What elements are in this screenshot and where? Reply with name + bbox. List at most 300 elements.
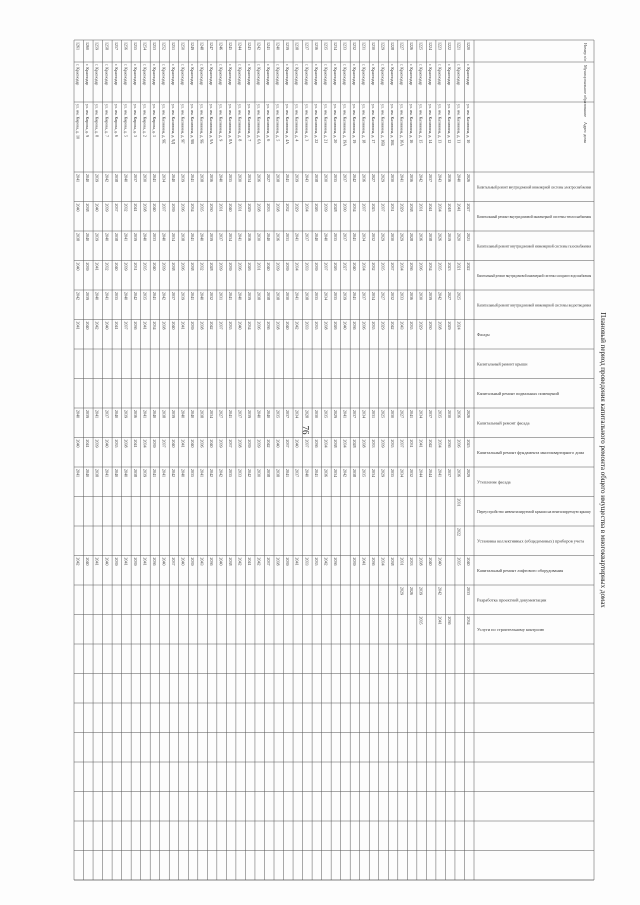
cell-year: 2038 [428, 233, 434, 241]
cell-year: 2036 [256, 174, 262, 182]
cell-address: ул. им. Калинина, д. 4А [285, 104, 291, 145]
cell-year: 2041 [123, 233, 129, 241]
cell-year: 2042 [94, 321, 100, 330]
cell-year: 2036 [132, 410, 138, 418]
cell-year: 2042 [294, 321, 300, 330]
cell-year: 2040 [75, 262, 81, 271]
cell-year: 2036 [447, 616, 453, 625]
cell-year: 2042 [161, 292, 167, 300]
cell-address: ул. им. Калинина, д. 10 [466, 104, 472, 144]
cell-year: 2037 [228, 439, 234, 448]
cell-year: 2039 [180, 174, 186, 182]
cell-year: 2021 [466, 233, 472, 241]
cell-year: 2034 [304, 203, 310, 212]
cell-municipality: г. Краснодар [161, 64, 167, 86]
cell-year: 2040 [104, 557, 110, 566]
cell-address: ул. им. Калинина, д. 20 [332, 104, 338, 144]
cell-year: 2032 [209, 292, 214, 300]
rotated-table-container [70, 40, 610, 880]
cell-num: 1227 [399, 42, 405, 50]
cell-year: 2038 [304, 292, 310, 300]
cell-year: 2036 [247, 233, 253, 241]
cell-year: 2041 [418, 439, 424, 448]
cell-address: ул. им. Кирова, д. 1 [151, 104, 157, 137]
cell-address: ул. им. Кирова, д. 2 [142, 104, 148, 137]
cell-year: 2037 [123, 321, 129, 330]
cell-municipality: г. Краснодар [123, 64, 129, 86]
cell-year: 2042 [209, 469, 214, 477]
cell-year: 2036 [199, 439, 205, 448]
cell-year: 2034 [323, 292, 329, 300]
cell-municipality: г. Краснодар [85, 64, 91, 86]
cell-year: 2040 [85, 321, 91, 330]
cell-year: 2035 [361, 469, 367, 477]
cell-municipality: г. Краснодар [237, 64, 243, 86]
cell-year: 2032 [123, 203, 129, 212]
header-work-0: Капитальный ремонт внутридомовой инженерной системы электроснабжения [477, 184, 592, 190]
cell-year: 2035 [313, 321, 319, 330]
cell-year: 2041 [104, 292, 110, 300]
cell-year: 2036 [151, 557, 157, 566]
cell-year: 2029 [294, 203, 300, 212]
cell-address: ул. им. Кирова, д. 9 [85, 104, 91, 137]
cell-num: 1246 [218, 42, 224, 50]
cell-year: 2035 [142, 292, 148, 300]
cell-municipality: г. Краснодар [313, 64, 319, 86]
cell-year: 2036 [361, 174, 367, 182]
cell-year: 2040 [237, 321, 243, 330]
cell-year: 2027 [466, 203, 472, 212]
cell-address: ул. им. Калинина, д. 9Д [170, 104, 176, 145]
cell-year: 2035 [380, 262, 386, 271]
cell-year: 2038 [113, 233, 119, 241]
cell-year: 2036 [409, 174, 414, 182]
cell-year: 2038 [199, 321, 205, 330]
cell-year: 2040 [123, 174, 129, 182]
header-work-14: Разработка проектной документации [477, 597, 548, 603]
cell-year: 2041 [94, 410, 100, 418]
cell-year: 2033 [237, 469, 243, 477]
cell-year: 2034 [247, 321, 253, 330]
cell-address: ул. им. Калинина, д. 9А [209, 104, 214, 145]
cell-address: ул. им. Калинина, д. 15 [418, 104, 424, 144]
cell-year: 2040 [104, 439, 110, 448]
cell-year: 2041 [132, 203, 138, 212]
cell-year: 2041 [294, 233, 300, 241]
cell-year: 2033 [151, 233, 157, 241]
cell-year: 2037 [285, 410, 291, 418]
cell-year: 2039 [104, 203, 110, 212]
cell-address: ул. им. Кирова, д. 10 [75, 104, 81, 139]
cell-address: ул. им. Кирова, д. 3 [132, 104, 138, 137]
cell-year: 2041 [151, 469, 157, 477]
cell-year: 2038 [256, 292, 262, 300]
cell-year: 2042 [323, 557, 329, 566]
cell-address: ул. им. Калинина, д. 9 [218, 104, 224, 142]
cell-year: 2042 [170, 469, 176, 477]
cell-year: 2035 [437, 262, 443, 271]
cell-year: 2032 [104, 262, 110, 271]
cell-year: 2036 [180, 262, 186, 271]
cell-num: 1242 [256, 42, 262, 50]
cell-year: 2033 [266, 203, 272, 212]
cell-year: 2023 [447, 262, 453, 271]
cell-year: 2034 [332, 469, 338, 477]
header-municipality: Муниципальное образование [583, 65, 588, 118]
cell-year: 2042 [428, 439, 434, 448]
cell-year: 2027 [380, 292, 386, 300]
cell-year: 2040 [151, 410, 157, 418]
cell-year: 2039 [323, 203, 329, 212]
cell-address: ул. им. Калинина, д. 16Б [389, 104, 395, 146]
cell-year: 2040 [123, 469, 129, 477]
cell-year: 2039 [209, 233, 214, 241]
cell-year: 2041 [85, 439, 91, 448]
cell-year: 2040 [275, 439, 281, 448]
cell-num: 1244 [237, 42, 243, 50]
cell-address: ул. им. Калинина, д. 17 [370, 104, 376, 144]
cell-year: 2035 [332, 233, 338, 241]
cell-year: 2032 [409, 469, 414, 477]
cell-address: ул. им. Калинина, д. 16В [380, 104, 386, 146]
cell-year: 2041 [94, 557, 100, 566]
cell-year: 2039 [428, 292, 434, 300]
cell-address: ул. им. Калинина, д. 19 [351, 104, 357, 144]
cell-num: 1220 [466, 42, 472, 50]
header-work-4: Капитальный ремонт внутридомовой инженерной системы водоотведения [477, 302, 592, 308]
cell-year: 2022 [456, 528, 462, 536]
cell-year: 2040 [170, 174, 176, 182]
cell-municipality: г. Краснодар [342, 64, 348, 86]
cell-address: ул. им. Калинина, д. 16А [399, 104, 405, 147]
cell-address: ул. им. Калинина, д. 11 [456, 104, 462, 144]
cell-municipality: г. Краснодар [209, 64, 214, 86]
cell-year: 2034 [370, 469, 376, 477]
cell-year: 2025 [466, 439, 472, 448]
cell-year: 2040 [85, 469, 91, 477]
cell-year: 2041 [285, 174, 291, 182]
cell-year: 2038 [332, 439, 338, 448]
cell-year: 2040 [256, 410, 262, 418]
cell-year: 2029 [418, 321, 424, 330]
cell-year: 2043 [199, 557, 205, 566]
cell-year: 2040 [428, 557, 434, 566]
cell-year: 2031 [399, 557, 405, 566]
cell-year: 2042 [209, 321, 214, 330]
cell-year: 2038 [266, 469, 272, 477]
cell-num: 1253 [151, 42, 157, 50]
cell-year: 2038 [323, 321, 329, 330]
page-number: 76 [300, 425, 311, 435]
cell-year: 2034 [228, 233, 234, 241]
cell-year: 2032 [285, 203, 291, 212]
cell-year: 2035 [332, 292, 338, 300]
cell-num: 1229 [380, 42, 386, 50]
cell-year: 2041 [132, 439, 138, 448]
cell-year: 2034 [380, 557, 386, 566]
cell-address: ул. им. Калинина, д. 9Е [161, 104, 167, 144]
cell-year: 2030 [142, 174, 148, 182]
cell-num: 1231 [361, 42, 367, 50]
cell-year: 2042 [389, 321, 395, 330]
cell-year: 2040 [94, 203, 100, 212]
cell-year: 2040 [161, 557, 167, 566]
cell-year: 2030 [389, 174, 395, 182]
cell-year: 2041 [104, 469, 110, 477]
cell-num: 1236 [313, 42, 319, 50]
cell-year: 2040 [304, 469, 310, 477]
cell-year: 2040 [113, 410, 119, 418]
cell-year: 2037 [447, 469, 453, 477]
cell-num: 1228 [389, 42, 395, 50]
cell-year: 2041 [285, 469, 291, 477]
header-work-7: Капитальный ремонт подвальных помещений [477, 390, 560, 396]
cell-year: 2036 [409, 292, 414, 300]
cell-municipality: г. Краснодар [199, 64, 205, 86]
cell-year: 2038 [437, 321, 443, 330]
cell-address: ул. им. Калинина, д. 4 [294, 104, 300, 142]
cell-year: 2041 [294, 292, 300, 300]
cell-year: 2038 [199, 174, 205, 182]
cell-year: 2031 [132, 262, 138, 271]
cell-year: 2041 [113, 321, 119, 330]
cell-num: 1240 [275, 42, 281, 50]
cell-num: 1233 [342, 42, 348, 50]
cell-year: 2036 [323, 469, 329, 477]
cell-address: ул. им. Калинина, д. 16 [409, 104, 414, 144]
cell-year: 2042 [342, 469, 348, 477]
cell-year: 2038 [228, 557, 234, 566]
cell-year: 2035 [332, 174, 338, 182]
cell-municipality: г. Краснодар [142, 64, 148, 86]
cell-year: 2042 [266, 439, 272, 448]
cell-year: 2039 [123, 410, 129, 418]
cell-year: 2037 [170, 292, 176, 300]
cell-year: 2034 [466, 616, 472, 625]
cell-year: 2038 [256, 203, 262, 212]
cell-municipality: г. Краснодар [180, 64, 186, 86]
cell-year: 2040 [342, 321, 348, 330]
cell-year: 2040 [266, 410, 272, 418]
cell-year: 2038 [113, 174, 119, 182]
cell-year: 2040 [218, 174, 224, 182]
cell-year: 2039 [132, 557, 138, 566]
cell-year: 2033 [304, 321, 310, 330]
cell-year: 2030 [447, 410, 453, 418]
cell-year: 2038 [170, 262, 176, 271]
cell-year: 2038 [161, 321, 167, 330]
cell-year: 2039 [218, 439, 224, 448]
cell-year: 2040 [85, 233, 91, 241]
cell-year: 2040 [170, 321, 176, 330]
cell-year: 2035 [199, 203, 205, 212]
cell-year: 2041 [351, 233, 357, 241]
cell-year: 2041 [437, 469, 443, 477]
cell-year: 2034 [437, 203, 443, 212]
cell-year: 2031 [256, 262, 262, 271]
cell-year: 2038 [161, 410, 167, 418]
cell-year: 2044 [418, 469, 424, 477]
cell-year: 2042 [351, 174, 357, 182]
cell-year: 2036 [456, 439, 462, 448]
cell-year: 2037 [113, 203, 119, 212]
cell-year: 2039 [132, 233, 138, 241]
cell-year: 2041 [342, 410, 348, 418]
cell-address: ул. им. Калинина, д. 9Б [199, 104, 205, 144]
cell-year: 2034 [170, 233, 176, 241]
cell-municipality: г. Краснодар [275, 64, 281, 86]
cell-year: 2039 [123, 262, 129, 271]
cell-year: 2030 [389, 410, 395, 418]
cell-year: 2030 [256, 233, 262, 241]
cell-year: 2036 [418, 233, 424, 241]
cell-year: 2041 [361, 557, 367, 566]
cell-year: 2031 [285, 233, 291, 241]
cell-year: 2034 [142, 439, 148, 448]
cell-year: 2037 [218, 321, 224, 330]
cell-year: 2031 [456, 498, 462, 507]
cell-year: 2032 [199, 262, 205, 271]
cell-year: 2033 [466, 587, 472, 595]
cell-year: 2041 [428, 203, 434, 212]
cell-year: 2040 [104, 321, 110, 330]
cell-year: 2037 [428, 410, 434, 418]
cell-municipality: г. Краснодар [266, 64, 272, 86]
cell-address: ул. им. Калинина, д. 22 [313, 104, 319, 144]
cell-year: 2037 [266, 557, 272, 566]
cell-year: 2028 [304, 410, 310, 418]
cell-num: 1245 [228, 42, 234, 50]
cell-year: 2042 [132, 292, 138, 300]
cell-year: 2025 [380, 410, 386, 418]
cell-year: 2042 [75, 557, 81, 566]
cell-year: 2041 [437, 616, 443, 625]
cell-year: 2042 [247, 469, 253, 477]
cell-municipality: г. Краснодар [170, 64, 176, 86]
cell-year: 2042 [256, 557, 262, 566]
cell-year: 2030 [256, 469, 262, 477]
cell-municipality: г. Краснодар [304, 64, 310, 86]
cell-year: 2037 [428, 174, 434, 182]
cell-year: 2036 [275, 233, 281, 241]
cell-year: 2041 [189, 233, 195, 241]
cell-year: 2035 [409, 321, 414, 330]
cell-year: 2034 [247, 174, 253, 182]
cell-num: 1260 [85, 42, 91, 50]
cell-year: 2039 [418, 587, 424, 595]
cell-year: 2035 [389, 439, 395, 448]
cell-year: 2036 [313, 439, 319, 448]
cell-year: 2026 [437, 233, 443, 241]
cell-year: 2035 [323, 410, 329, 418]
cell-year: 2034 [370, 292, 376, 300]
cell-year: 2039 [247, 292, 253, 300]
cell-year: 2039 [161, 262, 167, 271]
cell-year: 2040 [218, 557, 224, 566]
cell-num: 1259 [94, 42, 100, 50]
cell-year: 2026 [466, 410, 472, 418]
cell-year: 2040 [313, 233, 319, 241]
cell-num: 1234 [332, 42, 338, 50]
cell-year: 2035 [228, 174, 234, 182]
cell-year: 2041 [199, 469, 205, 477]
cell-year: 2042 [437, 292, 443, 300]
cell-year: 2033 [304, 557, 310, 566]
cell-year: 2034 [189, 203, 195, 212]
cell-num: 1225 [418, 42, 424, 50]
cell-year: 2036 [370, 557, 376, 566]
cell-year: 2037 [218, 233, 224, 241]
header-work-11: Переустройство невентилируемой крыши на вентилируемую крышу [477, 508, 592, 514]
cell-address: ул. им. Калинина, д. 9В [189, 104, 195, 144]
cell-year: 2036 [237, 262, 243, 271]
cell-year: 2036 [351, 321, 357, 330]
cell-year: 2028 [209, 262, 214, 271]
cell-year: 2043 [437, 174, 443, 182]
cell-year: 2026 [332, 262, 338, 271]
cell-year: 2038 [275, 469, 281, 477]
cell-num: 1243 [247, 42, 253, 50]
cell-year: 2037 [161, 203, 167, 212]
cell-year: 2029 [447, 321, 453, 330]
header-work-5: Фасады [477, 331, 490, 337]
cell-year: 2038 [351, 469, 357, 477]
cell-year: 2027 [447, 292, 453, 300]
cell-year: 2039 [94, 439, 100, 448]
cell-year: 2037 [361, 292, 367, 300]
cell-address: ул. им. Калинина, д. 19А [342, 104, 348, 147]
cell-year: 2040 [199, 233, 205, 241]
cell-year: 2040 [466, 557, 472, 566]
cell-num: 1256 [123, 42, 129, 50]
cell-year: 2037 [351, 410, 357, 418]
cell-year: 2029 [380, 174, 386, 182]
cell-year: 2040 [285, 321, 291, 330]
cell-year: 2034 [323, 439, 329, 448]
header-address: Адрес дома [583, 122, 588, 143]
cell-year: 2035 [418, 616, 424, 625]
cell-year: 2039 [285, 557, 291, 566]
cell-num: 1232 [351, 42, 357, 50]
table-sheet [70, 40, 610, 880]
cell-year: 2037 [132, 174, 138, 182]
cell-year: 2038 [275, 203, 281, 212]
cell-year: 2040 [170, 439, 176, 448]
cell-year: 2040 [180, 469, 186, 477]
cell-year: 2036 [456, 410, 462, 418]
header-work-8: Капитальный ремонт фасада [477, 420, 530, 426]
cell-year: 2040 [209, 439, 214, 448]
cell-year: 2038 [418, 557, 424, 566]
cell-municipality: г. Краснодар [256, 64, 262, 86]
cell-year: 2041 [94, 262, 100, 271]
cell-num: 1222 [447, 42, 453, 50]
cell-year: 2041 [142, 557, 148, 566]
cell-address: ул. им. Калинина, д. 6А [256, 104, 262, 145]
cell-num: 1250 [180, 42, 186, 50]
cell-year: 2018 [447, 203, 453, 212]
cell-municipality: г. Краснодар [380, 64, 386, 86]
cell-year: 2035 [142, 262, 148, 271]
cell-year: 2034 [361, 233, 367, 241]
cell-year: 2036 [266, 321, 272, 330]
cell-year: 2037 [304, 439, 310, 448]
cell-num: 1254 [142, 42, 148, 50]
cell-year: 2040 [75, 203, 81, 212]
cell-num: 1257 [113, 42, 119, 50]
cell-num: 1221 [456, 42, 462, 50]
cell-year: 2037 [170, 557, 176, 566]
